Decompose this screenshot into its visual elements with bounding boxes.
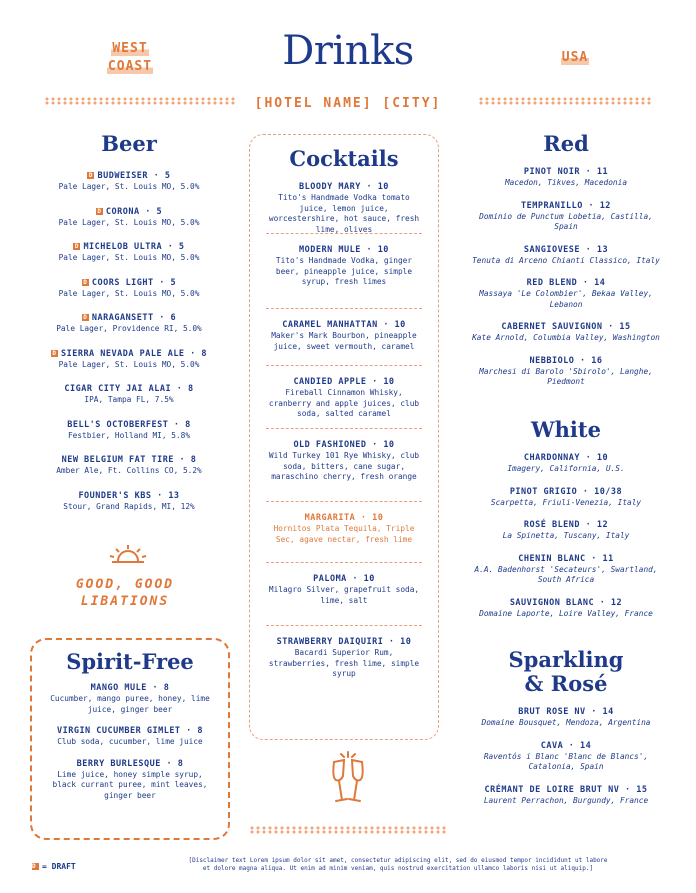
item-name xyxy=(268,181,420,193)
item-name xyxy=(466,452,666,464)
item-name-text: MANGO MULE · 8 xyxy=(90,683,170,693)
item-name xyxy=(268,244,420,256)
item-name-text: MICHELOB ULTRA · 5 xyxy=(83,242,185,252)
item-name xyxy=(466,486,666,498)
item-name-text: CIGAR CITY JAI ALAI · 8 xyxy=(64,384,194,394)
item-description: Festbier, Holland MI, 5.8% xyxy=(67,430,191,440)
item-name xyxy=(466,166,666,178)
draft-badge-icon: D xyxy=(52,349,57,357)
item-name xyxy=(30,277,228,289)
white-wine-item xyxy=(466,519,666,542)
cocktail-item xyxy=(250,429,438,501)
item-description: A.A. Badenhorst 'Secateurs', Swartland, South Africa xyxy=(474,564,658,584)
slogan xyxy=(40,576,210,610)
item-name-text: CHARDONNAY · 10 xyxy=(523,453,609,463)
draft-legend xyxy=(32,862,112,871)
item-description: Pale Lager, St. Louis MO, 5.0% xyxy=(58,359,200,369)
spirit-free-item xyxy=(46,758,214,802)
beer-section xyxy=(30,132,228,525)
beer-item xyxy=(30,490,228,513)
item-name xyxy=(466,200,666,212)
item-description: Massaya 'Le Colombier', Bekaa Valley, Lebanon xyxy=(479,289,653,309)
white-wine-item xyxy=(466,486,666,509)
item-name-text: SANGIOVESE · 13 xyxy=(523,244,609,255)
item-name-text: TEMPRANILLO · 12 xyxy=(521,200,611,211)
sparkling-section xyxy=(466,648,666,817)
item-name xyxy=(466,244,666,256)
champagne-glasses-icon xyxy=(318,750,378,810)
item-description: Amber Ale, Ft. Collins CO, 5.2% xyxy=(56,466,202,475)
header-dots-left xyxy=(44,97,236,105)
item-description: Club soda, cucumber, lime juice xyxy=(57,737,203,746)
item-name xyxy=(30,348,228,360)
beer-item xyxy=(30,419,228,442)
cocktail-item xyxy=(250,626,438,686)
item-description: Cucumber, mango puree, honey, lime juice, ginger beer xyxy=(50,694,210,714)
item-name-text: PINOT GRIGIO · 10/38 xyxy=(509,486,623,497)
item-name-text: STRAWBERRY DAIQUIRI · 10 xyxy=(276,637,412,647)
beer-item xyxy=(30,277,228,300)
item-name-text: BRUT ROSE NV · 14 xyxy=(518,707,614,717)
item-description: Wild Turkey 101 Rye Whisky, club soda, bitters, cane sugar, maraschino cherry, fresh orange xyxy=(268,451,420,481)
item-description: Imagery, California, U.S. xyxy=(507,464,625,473)
sun-icon xyxy=(108,543,148,565)
sparkling-wine-item xyxy=(466,706,666,729)
item-name-text: BERRY BURLESQUE · 8 xyxy=(76,758,184,769)
item-name-text: MARGARITA · 10 xyxy=(304,513,384,523)
item-name-text: SIERRA NEVADA PALE ALE · 8 xyxy=(60,348,208,359)
item-name xyxy=(268,376,420,388)
item-name xyxy=(466,519,666,531)
item-name-text: PINOT NOIR · 11 xyxy=(523,167,609,177)
item-description: Scarpetta, Friuli-Venezia, Italy xyxy=(490,497,642,507)
cocktail-item xyxy=(250,234,438,308)
item-description: Dominio de Punctum Lobetia, Castilla, Spain xyxy=(479,211,653,231)
item-description: Pale Lager, St. Louis MO, 5.0% xyxy=(58,217,200,227)
item-description: IPA, Tampa FL, 7.5% xyxy=(84,395,174,404)
header-dots-right xyxy=(478,97,652,105)
item-name-text: CARAMEL MANHATTAN · 10 xyxy=(282,320,406,330)
item-name-text: CABERNET SAUVIGNON · 15 xyxy=(501,322,631,332)
tag-line-2: COAST xyxy=(107,59,153,74)
draft-badge-icon: D xyxy=(83,314,88,321)
tag-line-1: WEST xyxy=(112,41,148,56)
item-name-text: COORS LIGHT · 5 xyxy=(91,277,177,288)
item-description: Macedon, Tikves, Macedonia xyxy=(504,178,628,187)
item-name xyxy=(46,758,214,770)
cocktail-item xyxy=(250,181,438,233)
draft-legend-label: = DRAFT xyxy=(42,862,76,871)
cocktails-box xyxy=(249,134,439,740)
item-name-text: ROSÉ BLEND · 12 xyxy=(523,520,609,530)
item-name xyxy=(30,312,228,324)
cocktail-item xyxy=(250,309,438,365)
beer-item xyxy=(30,383,228,406)
item-name xyxy=(466,553,666,565)
item-description: Bacardi Superior Rum, strawberries, fresh lime, simple syrup xyxy=(268,648,420,678)
west-coast-tag xyxy=(95,40,165,76)
slogan-line-2: LIBATIONS xyxy=(80,594,170,609)
item-name xyxy=(30,490,228,502)
beer-item xyxy=(30,348,228,371)
draft-badge-icon: D xyxy=(97,207,102,215)
draft-badge-icon: D xyxy=(32,863,39,870)
red-wine-item xyxy=(466,244,666,267)
sparkling-title-line-2: & Rosé xyxy=(524,671,608,696)
draft-badge-icon: D xyxy=(88,172,94,179)
cocktail-item xyxy=(250,502,438,562)
item-name xyxy=(466,355,666,367)
item-name xyxy=(466,784,666,796)
item-name-text: VIRGIN CUCUMBER GIMLET · 8 xyxy=(56,726,204,736)
red-wine-item xyxy=(466,321,666,344)
white-list xyxy=(466,452,666,619)
sparkling-wine-item xyxy=(466,740,666,773)
disclaimer-line-2: et dolore magna aliqua. Ut enim ad minim veniam, quis nostrud exercitation ullamco laboris nisi ut aliquip.] xyxy=(202,865,594,872)
spirit-free-item xyxy=(46,682,214,715)
spirit-free-item xyxy=(46,725,214,748)
red-wine-item xyxy=(466,166,666,189)
cocktail-list xyxy=(250,181,438,686)
white-section xyxy=(466,418,666,630)
red-wine-item xyxy=(466,277,666,310)
sparkling-title xyxy=(466,648,666,696)
beer-item xyxy=(30,170,228,193)
white-title: White xyxy=(531,417,601,442)
usa-tag-label: USA xyxy=(561,50,589,65)
beer-item xyxy=(30,454,228,477)
item-description: Milagro Silver, grapefruit soda, lime, salt xyxy=(268,585,420,605)
item-name xyxy=(46,682,214,694)
item-description: Fireball Cinnamon Whisky, cranberry and apple juices, club soda, salted caramel xyxy=(268,388,420,418)
item-description: Maker's Mark Bourbon, pineapple juice, sweet vermouth, caramel xyxy=(271,331,417,351)
item-name xyxy=(268,573,420,585)
item-name xyxy=(46,725,214,737)
item-name-text: NEW BELGIUM FAT TIRE · 8 xyxy=(61,455,197,465)
item-description: Pale Lager, St. Louis MO, 5.0% xyxy=(58,288,200,298)
item-name xyxy=(466,277,666,289)
cocktails-title: Cocktails xyxy=(289,146,399,171)
spirit-free-title: Spirit-Free xyxy=(66,649,194,674)
red-list xyxy=(466,166,666,388)
item-description: Laurent Perrachon, Burgundy, France xyxy=(483,795,649,805)
item-name-text: CHENIN BLANC · 11 xyxy=(518,553,614,564)
item-description: Kate Arnold, Columbia Valley, Washington xyxy=(472,333,660,342)
item-name xyxy=(466,597,666,609)
item-name-text: CAVA · 14 xyxy=(540,740,592,751)
hotel-city-line: [HOTEL NAME] [CITY] xyxy=(254,96,442,111)
item-description: Domaine Bousquet, Mendoza, Argentina xyxy=(481,718,651,727)
beer-list xyxy=(30,170,228,512)
item-name xyxy=(466,740,666,752)
red-title: Red xyxy=(543,131,589,156)
item-name-text: NEBBIOLO · 16 xyxy=(529,355,603,366)
item-name xyxy=(466,321,666,333)
slogan-line-1: GOOD, GOOD xyxy=(75,577,175,592)
item-name-text: CANDIED APPLE · 10 xyxy=(293,377,395,387)
draft-badge-icon: D xyxy=(74,243,79,250)
item-description: Domaine Laporte, Loire Valley, France xyxy=(479,608,653,618)
item-description: Stour, Grand Rapids, MI, 12% xyxy=(63,501,195,511)
item-name-text: BELL'S OCTOBERFEST · 8 xyxy=(67,419,191,430)
item-name-text: OLD FASHIONED · 10 xyxy=(293,440,395,450)
item-description: Hornitos Plata Tequila, Triple Sec, agave nectar, fresh lime xyxy=(273,524,415,544)
item-name xyxy=(268,636,420,648)
beer-item xyxy=(30,206,228,229)
item-description: Raventós i Blanc 'Blanc de Blancs', Catalonia, Spain xyxy=(483,751,649,771)
cocktail-item xyxy=(250,563,438,625)
item-name xyxy=(30,170,228,182)
item-name-text: CRÉMANT DE LOIRE BRUT NV · 15 xyxy=(484,784,648,795)
beer-item xyxy=(30,312,228,335)
item-description: Tito's Handmade Vodka, ginger beer, pineapple juice, simple syrup, fresh limes xyxy=(275,256,413,286)
item-description: Tito's Handmade Vodka tomato juice, lemon juice, worcestershire, hot sauce, fresh lime, olives xyxy=(268,193,420,234)
red-section xyxy=(466,132,666,399)
item-name-text: FOUNDER'S KBS · 13 xyxy=(78,490,180,501)
red-wine-item xyxy=(466,355,666,388)
item-name-text: NARAGANSETT · 6 xyxy=(91,313,177,323)
sparkling-title-line-1: Sparkling xyxy=(508,647,624,672)
usa-tag xyxy=(545,49,605,67)
item-name xyxy=(268,319,420,331)
item-name-text: RED BLEND · 14 xyxy=(526,278,606,288)
item-description: Tenuta di Arceno Chianti Classico, Italy xyxy=(472,255,660,265)
bottom-dots xyxy=(249,826,447,834)
item-name-text: MODERN MULE · 10 xyxy=(299,245,389,255)
white-wine-item xyxy=(466,452,666,475)
item-name-text: CORONA · 5 xyxy=(105,206,163,217)
item-name xyxy=(30,419,228,431)
disclaimer-line-1: [Disclaimer text Lorem ipsum dolor sit amet, consectetur adipiscing elit, sed do eiusmod tempor incididunt ut labore xyxy=(188,857,608,864)
beer-title: Beer xyxy=(101,131,157,156)
item-name-text: BLOODY MARY · 10 xyxy=(299,182,389,192)
sparkling-list xyxy=(466,706,666,806)
white-wine-item xyxy=(466,597,666,620)
white-wine-item xyxy=(466,553,666,586)
item-name xyxy=(30,241,228,253)
item-name xyxy=(30,206,228,218)
item-description: Pale Lager, Providence RI, 5.0% xyxy=(56,324,202,333)
spirit-free-list xyxy=(32,682,228,801)
disclaimer xyxy=(128,857,668,873)
item-description: Pale Lager, St. Louis MO, 5.0% xyxy=(58,253,200,262)
red-wine-item xyxy=(466,200,666,233)
item-description: La Spinetta, Tuscany, Italy xyxy=(502,531,630,540)
beer-item xyxy=(30,241,228,264)
item-name xyxy=(466,706,666,718)
page-title: Drinks xyxy=(282,28,414,74)
item-name xyxy=(30,454,228,466)
item-name xyxy=(268,439,420,451)
sparkling-wine-item xyxy=(466,784,666,807)
item-name-text: BUDWEISER · 5 xyxy=(97,171,171,181)
item-name-text: SAUVIGNON BLANC · 12 xyxy=(509,597,623,608)
item-description: Marchesi di Barolo 'Sbirolo', Langhe, Piedmont xyxy=(479,366,653,386)
cocktail-item xyxy=(250,366,438,428)
spirit-free-box xyxy=(30,638,230,840)
item-description: Pale Lager, St. Louis MO, 5.0% xyxy=(58,182,200,191)
item-name xyxy=(30,383,228,395)
item-name xyxy=(268,512,420,524)
item-description: Lime juice, honey simple syrup, black currant puree, mint leaves, ginger beer xyxy=(52,769,208,800)
draft-badge-icon: D xyxy=(83,278,88,286)
item-name-text: PALOMA · 10 xyxy=(313,574,375,584)
